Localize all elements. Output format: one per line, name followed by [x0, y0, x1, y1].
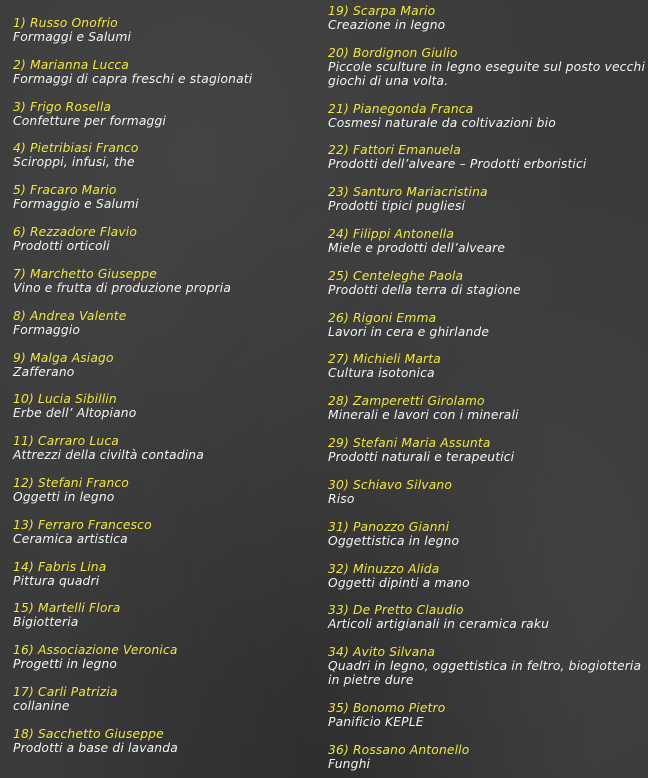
- exhibitor-name: 26) Rigoni Emma: [328, 311, 437, 325]
- exhibitor-entry: [13, 183, 325, 211]
- exhibitor-products: Oggetti in legno: [13, 490, 115, 504]
- exhibitor-products: Confetture per formaggi: [13, 114, 166, 128]
- exhibitor-products: Prodotti tipici pugliesi: [328, 199, 466, 213]
- exhibitor-entry: [13, 351, 325, 379]
- exhibitor-entry: [13, 643, 325, 671]
- exhibitor-products: Prodotti dell’alveare – Prodotti erboristici: [328, 157, 587, 171]
- exhibitor-entry: [328, 227, 646, 255]
- exhibitor-entry: [328, 185, 646, 213]
- exhibitor-products: Miele e prodotti dell’alveare: [328, 241, 506, 255]
- exhibitor-name: 20) Bordignon Giulio: [328, 46, 458, 60]
- exhibitor-products: Zafferano: [13, 365, 75, 379]
- exhibitor-name: 16) Associazione Veronica: [13, 643, 178, 657]
- exhibitor-products: Prodotti a base di lavanda: [13, 741, 178, 755]
- exhibitor-entry: [13, 434, 325, 462]
- exhibitor-entry: [13, 476, 325, 504]
- exhibitor-name: 15) Martelli Flora: [13, 601, 121, 615]
- exhibitor-name: 6) Rezzadore Flavio: [13, 225, 138, 239]
- exhibitor-products: Prodotti orticoli: [13, 239, 110, 253]
- exhibitor-name: 13) Ferraro Francesco: [13, 518, 152, 532]
- exhibitor-name: 31) Panozzo Gianni: [328, 520, 450, 534]
- exhibitor-name: 22) Fattori Emanuela: [328, 143, 461, 157]
- exhibitor-name: 11) Carraro Luca: [13, 434, 119, 448]
- exhibitor-entry: [328, 352, 646, 380]
- exhibitor-products: Articoli artigianali in ceramica raku: [328, 617, 550, 631]
- exhibitor-entry: [13, 727, 325, 755]
- exhibitor-products: Piccole sculture in legno eseguite sul posto vecchi giochi di una volta.: [328, 60, 646, 88]
- exhibitor-entry: [328, 645, 646, 687]
- exhibitor-products: Quadri in legno, oggettistica in feltro, biogiotteria in pietre dure: [328, 659, 642, 687]
- exhibitor-products: Oggetti dipinti a mano: [328, 576, 470, 590]
- exhibitor-name: 3) Frigo Rosella: [13, 100, 112, 114]
- exhibitor-entry: [328, 102, 646, 130]
- exhibitor-entry: [13, 225, 325, 253]
- exhibitor-entry: [13, 392, 325, 420]
- exhibitor-products: collanine: [13, 699, 70, 713]
- exhibitor-entry: [328, 701, 646, 729]
- exhibitor-name: 24) Filippi Antonella: [328, 227, 455, 241]
- exhibitor-name: 32) Minuzzo Alida: [328, 562, 440, 576]
- exhibitor-entry: [328, 743, 646, 771]
- exhibitor-products: Formaggio e Salumi: [13, 197, 139, 211]
- exhibitor-products: Funghi: [328, 757, 371, 771]
- exhibitor-name: 1) Russo Onofrio: [13, 16, 118, 30]
- exhibitor-products: Erbe dell’ Altopiano: [13, 406, 137, 420]
- exhibitor-name: 29) Stefani Maria Assunta: [328, 436, 491, 450]
- exhibitor-entry: [328, 562, 646, 590]
- exhibitor-name: 9) Malga Asiago: [13, 351, 114, 365]
- exhibitor-name: 4) Pietribiasi Franco: [13, 141, 139, 155]
- exhibitor-products: Sciroppi, infusi, the: [13, 155, 135, 169]
- exhibitor-entry: [13, 16, 325, 44]
- exhibitor-entry: [13, 58, 325, 86]
- exhibitor-entry: [328, 394, 646, 422]
- exhibitor-products: Vino e frutta di produzione propria: [13, 281, 232, 295]
- exhibitor-products: Prodotti naturali e terapeutici: [328, 450, 515, 464]
- exhibitor-entry: [13, 100, 325, 128]
- exhibitor-products: Minerali e lavori con i minerali: [328, 408, 519, 422]
- exhibitor-entry: [13, 141, 325, 169]
- exhibitor-name: 25) Centeleghe Paola: [328, 269, 464, 283]
- exhibitor-products: Creazione in legno: [328, 18, 446, 32]
- exhibitor-products: Riso: [328, 492, 355, 506]
- exhibitor-entry: [13, 560, 325, 588]
- exhibitor-name: 28) Zamperetti Girolamo: [328, 394, 485, 408]
- exhibitor-name: 5) Fracaro Mario: [13, 183, 117, 197]
- exhibitor-name: 23) Santuro Mariacristina: [328, 185, 488, 199]
- exhibitor-products: Cultura isotonica: [328, 366, 435, 380]
- exhibitor-name: 8) Andrea Valente: [13, 309, 127, 323]
- exhibitor-name: 19) Scarpa Mario: [328, 4, 436, 18]
- exhibitor-entry: [328, 46, 646, 88]
- exhibitor-name: 10) Lucia Sibillin: [13, 392, 117, 406]
- exhibitor-entry: [328, 311, 646, 339]
- exhibitor-name: 21) Pianegonda Franca: [328, 102, 474, 116]
- exhibitor-products: Oggettistica in legno: [328, 534, 460, 548]
- exhibitor-name: 7) Marchetto Giuseppe: [13, 267, 157, 281]
- exhibitor-products: Lavori in cera e ghirlande: [328, 325, 490, 339]
- exhibitor-entry: [13, 267, 325, 295]
- exhibitor-products: Panificio KEPLE: [328, 715, 424, 729]
- exhibitor-name: 2) Marianna Lucca: [13, 58, 129, 72]
- exhibitor-name: 18) Sacchetto Giuseppe: [13, 727, 164, 741]
- exhibitor-name: 36) Rossano Antonello: [328, 743, 470, 757]
- exhibitor-entry: [328, 436, 646, 464]
- exhibitor-entry: [13, 601, 325, 629]
- exhibitor-products: Formaggio: [13, 323, 81, 337]
- exhibitor-entry: [13, 685, 325, 713]
- exhibitor-entry: [328, 603, 646, 631]
- exhibitor-entry: [328, 520, 646, 548]
- exhibitor-products: Formaggi e Salumi: [13, 30, 132, 44]
- exhibitor-name: 33) De Pretto Claudio: [328, 603, 464, 617]
- exhibitor-entry: [13, 518, 325, 546]
- exhibitor-products: Cosmesi naturale da coltivazioni bio: [328, 116, 556, 130]
- exhibitor-products: Pittura quadri: [13, 574, 100, 588]
- exhibitor-name: 35) Bonomo Pietro: [328, 701, 446, 715]
- exhibitor-name: 17) Carli Patrizia: [13, 685, 118, 699]
- exhibitor-entry: [328, 269, 646, 297]
- exhibitor-entry: [328, 4, 646, 32]
- exhibitor-entry: [328, 478, 646, 506]
- exhibitor-name: 30) Schiavo Silvano: [328, 478, 452, 492]
- exhibitor-entry: [328, 143, 646, 171]
- exhibitor-products: Prodotti della terra di stagione: [328, 283, 521, 297]
- exhibitor-products: Attrezzi della civiltà contadina: [13, 448, 204, 462]
- exhibitor-products: Progetti in legno: [13, 657, 118, 671]
- exhibitor-products: Ceramica artistica: [13, 532, 128, 546]
- exhibitor-name: 14) Fabris Lina: [13, 560, 107, 574]
- exhibitor-name: 27) Michieli Marta: [328, 352, 441, 366]
- exhibitor-products: Bigiotteria: [13, 615, 79, 629]
- exhibitor-name: 12) Stefani Franco: [13, 476, 129, 490]
- exhibitor-entry: [13, 309, 325, 337]
- exhibitor-name: 34) Avito Silvana: [328, 645, 436, 659]
- exhibitor-products: Formaggi di capra freschi e stagionati: [13, 72, 253, 86]
